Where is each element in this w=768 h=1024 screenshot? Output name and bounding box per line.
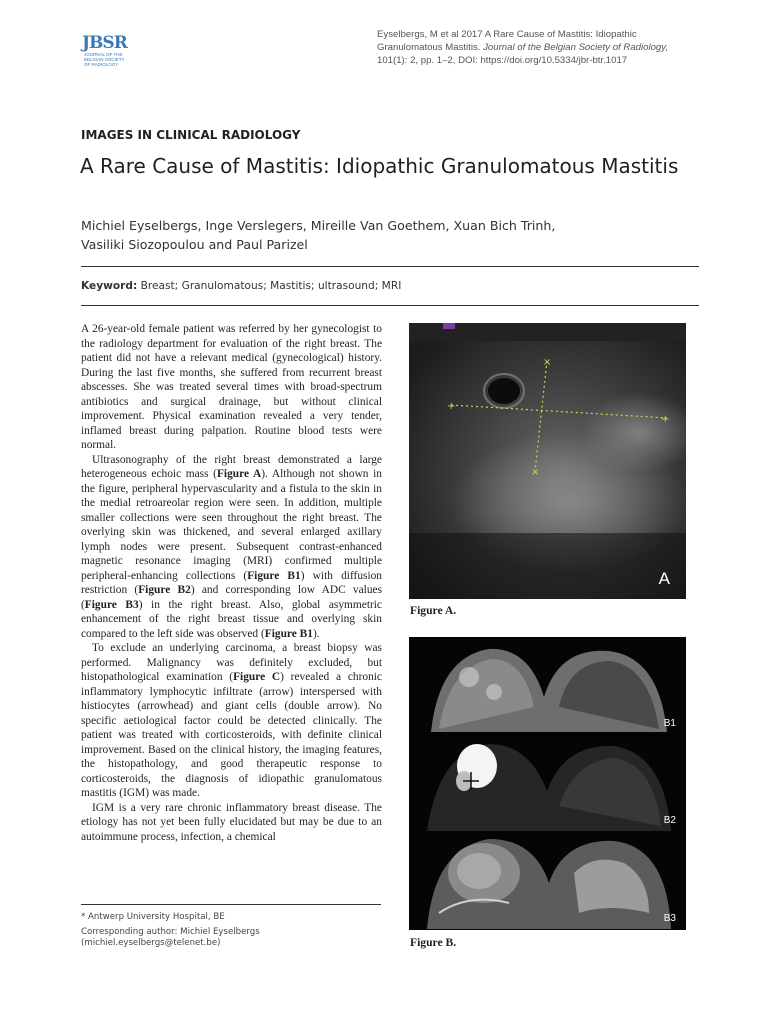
panel-b3	[409, 833, 686, 930]
paragraph-4: IGM is a very rare chronic inflammatory breast disease. The etiology has not yet been fully elucidated but may be due to an autoimmune process, infection, a chemical	[81, 801, 382, 843]
figure-b-caption: Figure B.	[410, 936, 457, 949]
panel-b3-label: B3	[663, 913, 676, 924]
panel-b1-label: B1	[663, 718, 676, 729]
figure-a-caption: Figure A.	[410, 604, 457, 617]
authors-line-2: Vasiliki Siozopoulou and Paul Parizel	[81, 237, 308, 252]
logo-mark: JBSR	[82, 33, 127, 53]
svg-text:×: ×	[543, 357, 552, 368]
logo-subtitle: JOURNAL OF THE BELGIAN SOCIETY OF RADIOLOGY	[84, 52, 125, 67]
mri-b3-graphic	[409, 833, 686, 930]
figure-a-ultrasound	[409, 323, 686, 599]
figure-ref-b1-second[interactable]: Figure B1	[264, 627, 313, 640]
panel-b1	[409, 637, 686, 735]
header-rule-bottom	[81, 305, 699, 306]
figure-ref-b2[interactable]: Figure B2	[138, 584, 191, 596]
mri-b2-graphic	[409, 736, 686, 832]
section-label: IMAGES IN CLINICAL RADIOLOGY	[81, 128, 301, 142]
svg-text:+: +	[661, 414, 670, 425]
keywords	[81, 280, 401, 292]
figure-ref-b3[interactable]: Figure B3	[84, 598, 139, 611]
citation	[377, 28, 707, 67]
figure-ref-c[interactable]: Figure C	[233, 671, 281, 683]
journal-name: Journal of the Belgian Society of Radiology,	[483, 42, 668, 53]
citation-doi[interactable]: 101(1): 2, pp. 1–2, DOI: https://doi.org/10.5334/jbr-btr.1017	[377, 55, 628, 66]
article-title: A Rare Cause of Mastitis: Idiopathic Granulomatous Mastitis	[80, 154, 679, 178]
figure-ref-a[interactable]: Figure A	[216, 468, 262, 480]
mri-b1-graphic	[409, 637, 686, 735]
keywords-list: Breast; Granulomatous; Mastitis; ultrasound; MRI	[137, 280, 402, 292]
footnote-rule	[81, 904, 381, 905]
figure-ref-b1[interactable]: Figure B1	[247, 569, 301, 582]
figure-b-mri	[409, 637, 686, 930]
body-text	[81, 322, 382, 880]
svg-text:+: +	[447, 401, 456, 412]
ultrasound-graphic	[409, 323, 686, 599]
figure-a-letter: A	[658, 569, 670, 588]
header-rule-top	[81, 266, 699, 267]
footnote	[81, 912, 381, 949]
paragraph-1: A 26-year-old female patient was referred by her gynecologist to the radiology department for evaluation of the right breast. The patient did not have a relevant medical (gynecological) history. During the last five months, she suffered from recurrent breast abscesses. She was treated several times with broad-spectrum antibiotics and surgical drainage, but without clinical improvement. Physical examination revealed a very tender, inflamed breast during palpation. Routine blood tests were normal.	[81, 323, 382, 451]
authors-line-1: Michiel Eyselbergs, Inge Verslegers, Mireille Van Goethem, Xuan Bich Trinh,	[81, 218, 556, 233]
svg-text:×: ×	[531, 467, 540, 478]
citation-line-2: Granulomatous Mastitis. Journal of the Belgian Society of Radiology,	[377, 42, 668, 53]
citation-line-1: Eyselbergs, M et al 2017 A Rare Cause of Mastitis: Idiopathic	[377, 29, 637, 40]
keywords-label: Keyword:	[81, 280, 138, 292]
author-email[interactable]: (michiel.eyselbergs@telenet.be)	[81, 938, 221, 948]
panel-b2	[409, 736, 686, 832]
panel-b2-label: B2	[663, 815, 676, 826]
affiliation: * Antwerp University Hospital, BE	[81, 912, 225, 922]
author-list	[81, 216, 701, 254]
paragraph-2: Ultrasonography of the right breast demonstrated a large heterogeneous echoic mass (Figure A). Although not shown in the figure, peripheral hypervascularity and a fistula to the skin in the medial retroareolar region were seen. In addition, multiple smaller collections were seen throughout the right breast. The overlying skin was thickened, and several enlarged axillary lymph nodes were present. Subsequent contrast-enhanced magnetic resonance imaging (MRI) confirmed multiple peripheral-enhancing collections (Figure B1) with diffusion restriction (Figure B2) and corresponding low ADC values (Figure B3) in the right breast. Also, global asymmetric enhancement of the right breast tissue and overlying skin compared to the left side was observed (Figure B1).	[81, 453, 382, 640]
journal-logo	[82, 34, 130, 76]
corresponding-author: Corresponding author: Michiel Eyselbergs	[81, 927, 260, 937]
paragraph-3: To exclude an underlying carcinoma, a breast biopsy was performed. Malignancy was definitely excluded, but histopathological examination (Figure C) revealed a chronic inflammatory lymphocytic infiltrate (arrow) interspersed with histiocytes (arrowhead) and giant cells (double arrow). No specific aetiological factor could be detected clinically. The patient was treated with corticosteroids, with definite clinical improvement. Based on the clinical history, the imaging features, the histopathology, and good therapeutic response to corticosteroids, the diagnosis of idiopathic granulomatous mastitis (IGM) was made.	[81, 642, 382, 799]
